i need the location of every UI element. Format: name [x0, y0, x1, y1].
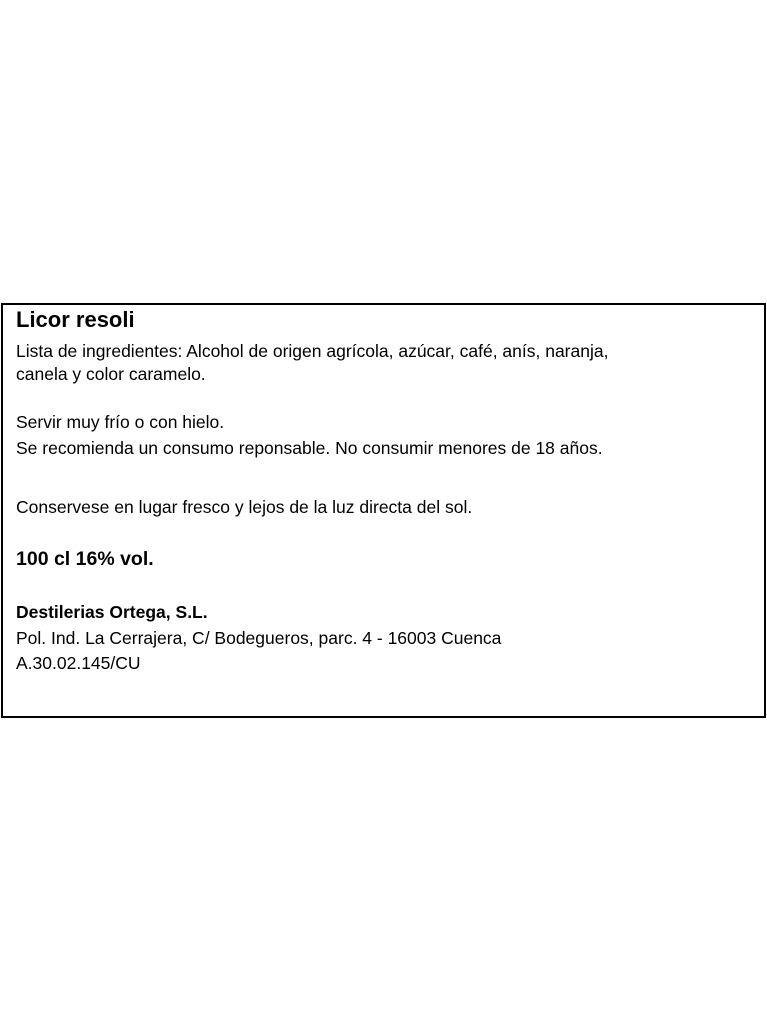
ingredients-line-1: Lista de ingredientes: Alcohol de origen agrícola, azúcar, café, anís, naranja,	[16, 341, 609, 361]
serving-instructions: Servir muy frío o con hielo.	[16, 412, 225, 432]
volume-alcohol: 100 cl 16% vol.	[16, 548, 154, 570]
storage-instructions: Conservese en lugar fresco y lejos de la luz directa del sol.	[16, 497, 473, 517]
ingredients-line-2: canela y color caramelo.	[16, 364, 206, 384]
registration-number: A.30.02.145/CU	[16, 653, 141, 673]
consumption-warning: Se recomienda un consumo reponsable. No consumir menores de 18 años.	[16, 438, 603, 458]
product-title: Licor resoli	[16, 307, 135, 332]
company-address: Pol. Ind. La Cerrajera, C/ Bodegueros, parc. 4 - 16003 Cuenca	[16, 628, 502, 648]
product-label	[1, 303, 766, 718]
company-name: Destilerias Ortega, S.L.	[16, 602, 208, 622]
